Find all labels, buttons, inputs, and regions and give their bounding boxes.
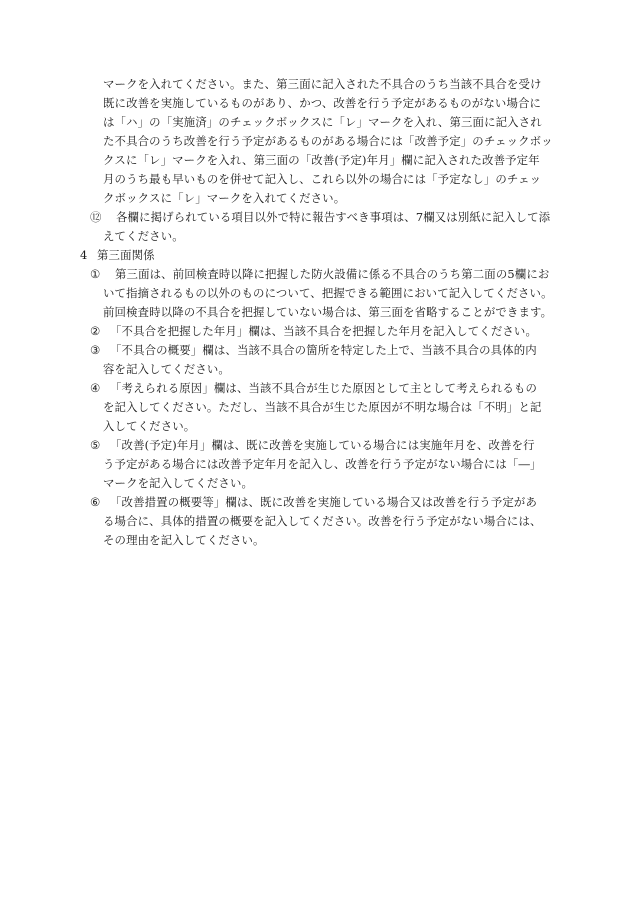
paragraph-line: 月のうち最も早いものを併せて記入し、これら以外の場合には「予定なし」のチェッ — [103, 172, 542, 186]
item-marker: ⑥ — [90, 495, 101, 509]
item-1-line: いて指摘されるもの以外のものについて、把握できる範囲において記入してください。 — [103, 286, 553, 300]
paragraph-line: た不具合のうち改善を行う予定があるものがある場合には「改善予定」のチェックボッ — [103, 134, 553, 148]
item-marker: ① — [90, 267, 101, 281]
paragraph-line: クボックスに「レ」マークを入れてください。 — [103, 191, 346, 205]
item-3-line: 容を記入してください。 — [103, 362, 230, 376]
paragraph-line: 既に改善を実施しているものがあり、かつ、改善を行う予定があるものがない場合に — [103, 96, 542, 110]
item-marker: ② — [90, 324, 101, 338]
item-6-line: 「改善措置の概要等」欄は、既に改善を実施している場合又は改善を行う予定があ — [110, 495, 538, 509]
section-title: 第三面関係 — [97, 248, 155, 262]
item-12-line: 各欄に掲げられている項目以外で特に報告すべき事項は、7欄又は別紙に記入して添 — [116, 210, 551, 224]
item-12-line: えてください。 — [103, 229, 184, 243]
item-4-line: 入してください。 — [103, 419, 196, 433]
item-marker: ③ — [90, 343, 101, 357]
item-5-line: う予定がある場合には改善予定年月を記入し、改善を行う予定がない場合には「―」 — [103, 457, 542, 471]
item-3-line: 「不具合の概要」欄は、当該不具合の箇所を特定した上で、当該不具合の具体的内 — [110, 343, 537, 357]
item-4-line: 「考えられる原因」欄は、当該不具合が生じた原因として主として考えられるもの — [110, 381, 538, 395]
item-5-line: 「改善(予定)年月」欄は、既に改善を実施している場合には実施年月を、改善を行 — [110, 438, 535, 452]
item-marker: ⑫ — [90, 210, 102, 224]
item-marker: ④ — [90, 381, 101, 395]
item-2-line: 「不具合を把握した年月」欄は、当該不具合を把握した年月を記入してください。 — [110, 324, 538, 338]
item-1-line: 第三面は、前回検査時以降に把握した防火設備に係る不具合のうち第二面の5欄にお — [115, 267, 550, 281]
paragraph-line: は「ハ」の「実施済」のチェックボックスに「レ」マークを入れ、第三面に記入され — [103, 115, 542, 129]
item-6-line: その理由を記入してください。 — [103, 533, 265, 547]
item-marker: ⑤ — [90, 438, 101, 452]
section-number: 4 — [80, 248, 88, 262]
paragraph-line: マークを入れてください。また、第三面に記入された不具合のうち当該不具合を受け — [103, 77, 542, 91]
paragraph-line: クスに「レ」マークを入れ、第三面の「改善(予定)年月」欄に記入された改善予定年 — [103, 153, 540, 167]
item-1-line: 前回検査時以降の不具合を把握していない場合は、第三面を省略することができます。 — [103, 305, 553, 319]
item-6-line: る場合に、具体的措置の概要を記入してください。改善を行う予定がない場合には、 — [103, 514, 542, 528]
item-5-line: マークを記入してください。 — [103, 476, 254, 490]
item-4-line: を記入してください。ただし、当該不具合が生じた原因が不明な場合は「不明」と記 — [103, 400, 542, 414]
